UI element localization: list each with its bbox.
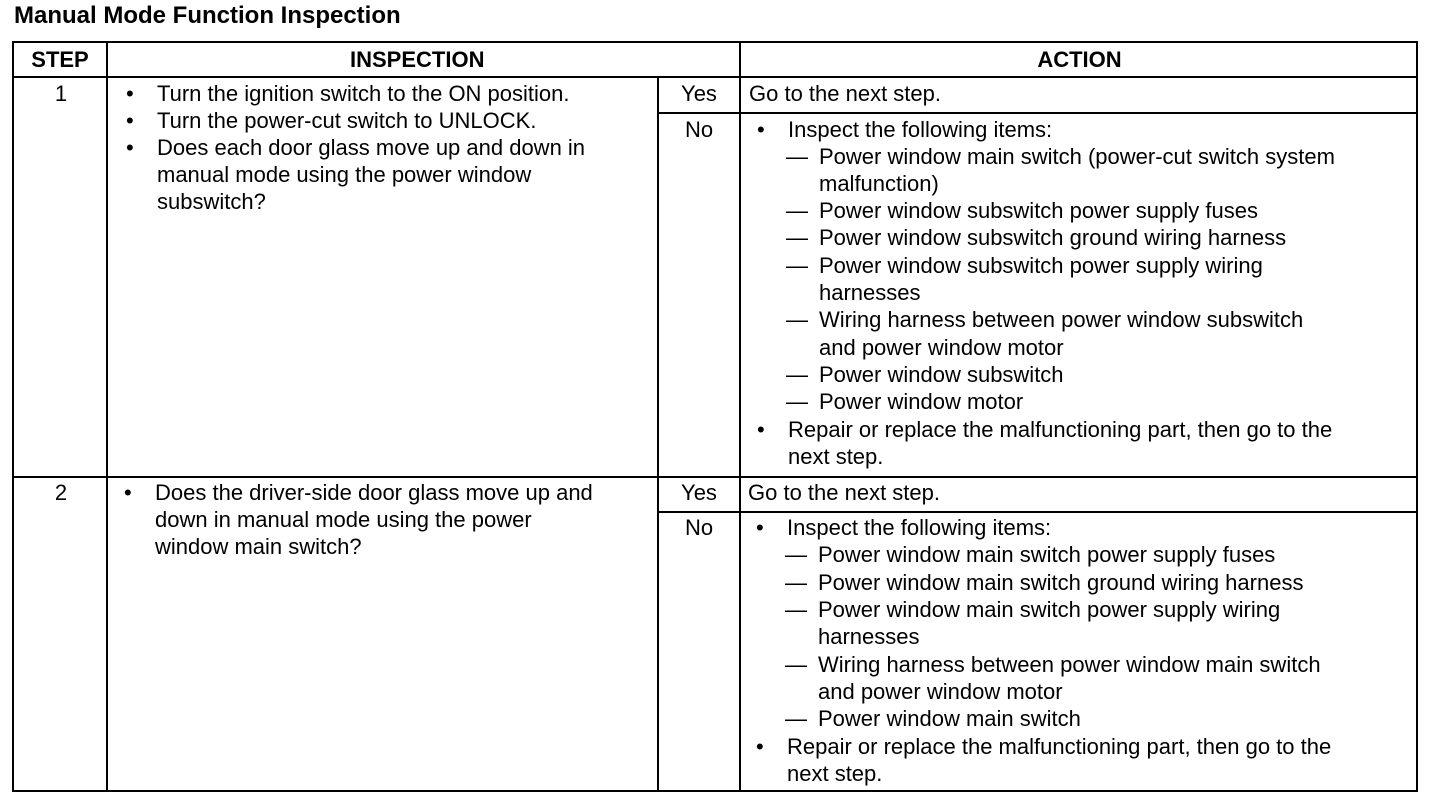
row2-no-item-1: Power window main switch power supply fuses [818, 542, 1276, 567]
row1-no-intro: Inspect the following items: [788, 117, 1053, 142]
row2-no-item-4-line2: and power window motor [818, 679, 1063, 704]
bullet-icon: • [126, 81, 134, 106]
row2-no-item-3-line2: harnesses [818, 624, 920, 649]
dash-icon: — [786, 389, 808, 414]
dash-icon: — [786, 198, 808, 223]
dash-icon: — [785, 706, 807, 731]
row1-inspection-item-3-line2: manual mode using the power window [157, 162, 532, 187]
row1-no-label: No [684, 117, 714, 142]
row1-no-item-3: Power window subswitch ground wiring harness [819, 225, 1287, 250]
row1-no-item-4-line1: Power window subswitch power supply wiring [819, 253, 1263, 278]
row2-no-item-4-line1: Wiring harness between power window main switch [818, 652, 1321, 677]
divider-inspection-yesno [657, 76, 659, 792]
bullet-icon: • [756, 734, 764, 759]
header-step: STEP [31, 47, 89, 72]
row2-step-number: 2 [54, 480, 68, 505]
header-action: ACTION [1037, 47, 1122, 72]
dash-icon: — [786, 225, 808, 250]
row2-no-item-5: Power window main switch [818, 706, 1081, 731]
row2-yes-no-divider [657, 511, 1418, 513]
row1-yes-no-divider [657, 112, 1418, 114]
row2-inspection-item-1-line2: down in manual mode using the power [155, 507, 532, 532]
row1-step-number: 1 [54, 81, 68, 106]
divider-step-inspection [106, 41, 108, 792]
dash-icon: — [785, 570, 807, 595]
row1-yes-action: Go to the next step. [749, 81, 942, 106]
row2-yes-action: Go to the next step. [748, 480, 941, 505]
dash-icon: — [786, 307, 808, 332]
row1-inspection-item-3-line3: subswitch? [157, 189, 266, 214]
row1-no-final-line2: next step. [788, 444, 884, 469]
page-title: Manual Mode Function Inspection [14, 2, 401, 29]
bullet-icon: • [126, 135, 134, 160]
dash-icon: — [785, 652, 807, 677]
row-divider [12, 476, 1418, 478]
dash-icon: — [785, 542, 807, 567]
row1-no-item-5-line2: and power window motor [819, 335, 1064, 360]
dash-icon: — [785, 597, 807, 622]
divider-inspection-action [739, 41, 741, 792]
row1-no-item-1-line1: Power window main switch (power-cut switch system [819, 144, 1335, 169]
bullet-icon: • [126, 108, 134, 133]
row2-no-final-line2: next step. [787, 761, 883, 786]
row2-no-label: No [684, 515, 714, 540]
dash-icon: — [786, 144, 808, 169]
row2-no-intro: Inspect the following items: [787, 515, 1052, 540]
dash-icon: — [786, 362, 808, 387]
row1-no-item-6: Power window subswitch [819, 362, 1064, 387]
row1-no-final-line1: Repair or replace the malfunctioning part, then go to the [788, 417, 1333, 442]
bullet-icon: • [124, 480, 132, 505]
bullet-icon: • [757, 117, 765, 142]
header-inspection: INSPECTION [350, 47, 485, 72]
row1-yes-label: Yes [681, 81, 717, 106]
row2-no-item-2: Power window main switch ground wiring harness [818, 570, 1304, 595]
bullet-icon: • [756, 515, 764, 540]
row2-inspection-item-1-line3: window main switch? [155, 534, 362, 559]
row1-no-item-4-line2: harnesses [819, 280, 921, 305]
row1-no-item-7: Power window motor [819, 389, 1024, 414]
row2-no-item-3-line1: Power window main switch power supply wiring [818, 597, 1281, 622]
row1-inspection-item-3-line1: Does each door glass move up and down in [157, 135, 586, 160]
row2-yes-label: Yes [681, 480, 717, 505]
row1-inspection-item-1: Turn the ignition switch to the ON position. [157, 81, 570, 106]
row2-no-final-line1: Repair or replace the malfunctioning part, then go to the [787, 734, 1332, 759]
row1-no-item-1-line2: malfunction) [819, 171, 939, 196]
row1-inspection-item-2: Turn the power-cut switch to UNLOCK. [157, 108, 537, 133]
dash-icon: — [786, 253, 808, 278]
row1-no-item-2: Power window subswitch power supply fuses [819, 198, 1258, 223]
bullet-icon: • [757, 417, 765, 442]
header-divider [12, 76, 1418, 78]
row1-no-item-5-line1: Wiring harness between power window subswitch [819, 307, 1304, 332]
row2-inspection-item-1-line1: Does the driver-side door glass move up and [155, 480, 593, 505]
